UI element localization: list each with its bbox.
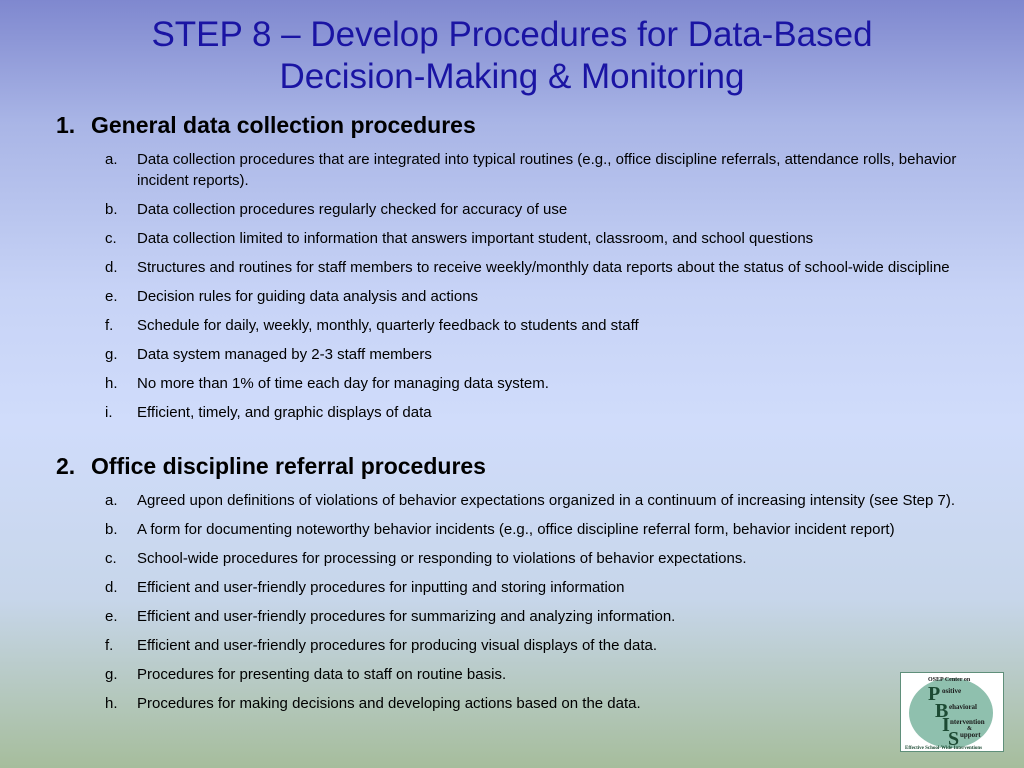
logo-letter-p: P <box>928 683 941 705</box>
item-letter: h. <box>105 375 118 392</box>
item-letter: a. <box>105 151 118 168</box>
section-item-list <box>56 149 996 423</box>
list-item <box>105 606 996 627</box>
item-letter: g. <box>105 666 118 683</box>
slide-title-line1: STEP 8 – Develop Procedures for Data-Based <box>151 15 873 54</box>
logo-letter-s: S <box>948 728 960 750</box>
section-number: 2. <box>56 453 76 479</box>
logo-top-line: OSEP Center on <box>928 677 971 683</box>
logo-bottom-line: Effective School-Wide Interventions <box>905 746 983 751</box>
slide-title <box>0 14 1024 98</box>
item-text: Efficient and user-friendly procedures for producing visual displays of the data. <box>137 637 658 654</box>
list-item <box>105 548 996 569</box>
item-text: Procedures for making decisions and developing actions based on the data. <box>137 695 641 712</box>
item-text: School-wide procedures for processing or responding to violations of behavior expectations. <box>137 550 747 567</box>
slide-title-line2: Decision-Making & Monitoring <box>279 57 745 96</box>
section-heading-text: Office discipline referral procedures <box>91 453 486 479</box>
item-letter: b. <box>105 521 118 538</box>
logo-letter-i: I <box>942 714 950 736</box>
item-letter: c. <box>105 550 117 567</box>
item-text: Data system managed by 2-3 staff members <box>137 346 432 363</box>
item-letter: c. <box>105 230 117 247</box>
item-letter: b. <box>105 201 118 218</box>
list-item <box>105 373 996 394</box>
item-text: Data collection procedures regularly checked for accuracy of use <box>137 201 568 218</box>
list-item <box>105 635 996 656</box>
list-item <box>105 693 996 714</box>
item-letter: h. <box>105 695 118 712</box>
list-item <box>105 490 996 511</box>
logo-ampersand: & <box>967 726 972 732</box>
logo-word-positive: ositive <box>942 687 962 695</box>
list-item <box>105 577 996 598</box>
pbis-logo <box>900 672 1004 752</box>
section-number: 1. <box>56 112 76 138</box>
logo-word-support: upport <box>960 731 981 739</box>
item-letter: f. <box>105 317 114 334</box>
item-text: Structures and routines for staff members to receive weekly/monthly data reports about the status of school-wide discipline <box>137 259 950 276</box>
item-letter: e. <box>105 288 118 305</box>
pbis-logo-graphic <box>901 673 1003 751</box>
item-text: Schedule for daily, weekly, monthly, quarterly feedback to students and staff <box>137 317 639 334</box>
list-item <box>105 257 996 278</box>
item-letter: g. <box>105 346 118 363</box>
list-item <box>105 344 996 365</box>
item-text: Efficient, timely, and graphic displays of data <box>137 404 432 421</box>
item-letter: d. <box>105 259 118 276</box>
item-text: Procedures for presenting data to staff on routine basis. <box>137 666 507 683</box>
item-text: Data collection procedures that are integrated into typical routines (e.g., office discipline referrals, attendance rolls, behavior incident reports). <box>137 151 957 189</box>
list-item <box>105 402 996 423</box>
item-text: Efficient and user-friendly procedures for inputting and storing information <box>137 579 625 596</box>
item-letter: f. <box>105 637 114 654</box>
section-heading-text: General data collection procedures <box>91 112 476 138</box>
list-item <box>105 199 996 220</box>
list-item <box>105 519 996 540</box>
item-text: No more than 1% of time each day for managing data system. <box>137 375 549 392</box>
logo-word-intervention: ntervention <box>950 718 985 726</box>
section-item-list <box>56 490 996 714</box>
item-letter: e. <box>105 608 118 625</box>
item-letter: d. <box>105 579 118 596</box>
item-letter: i. <box>105 404 113 421</box>
list-item <box>105 315 996 336</box>
list-item <box>105 286 996 307</box>
section-heading <box>56 452 996 480</box>
item-letter: a. <box>105 492 118 509</box>
logo-word-behavioral: ehavioral <box>949 703 977 711</box>
section-general-data-collection <box>56 111 996 431</box>
list-item <box>105 149 996 191</box>
item-text: Data collection limited to information that answers important student, classroom, and school questions <box>137 230 814 247</box>
section-heading <box>56 111 996 139</box>
section-office-discipline-referral <box>56 452 996 722</box>
list-item <box>105 228 996 249</box>
item-text: Efficient and user-friendly procedures for summarizing and analyzing information. <box>137 608 676 625</box>
logo-letter-b: B <box>935 700 949 722</box>
list-item <box>105 664 996 685</box>
item-text: A form for documenting noteworthy behavior incidents (e.g., office discipline referral form, behavior incident report) <box>137 521 895 538</box>
item-text: Decision rules for guiding data analysis and actions <box>137 288 479 305</box>
item-text: Agreed upon definitions of violations of behavior expectations organized in a continuum of increasing intensity (see Step 7). <box>137 492 955 509</box>
